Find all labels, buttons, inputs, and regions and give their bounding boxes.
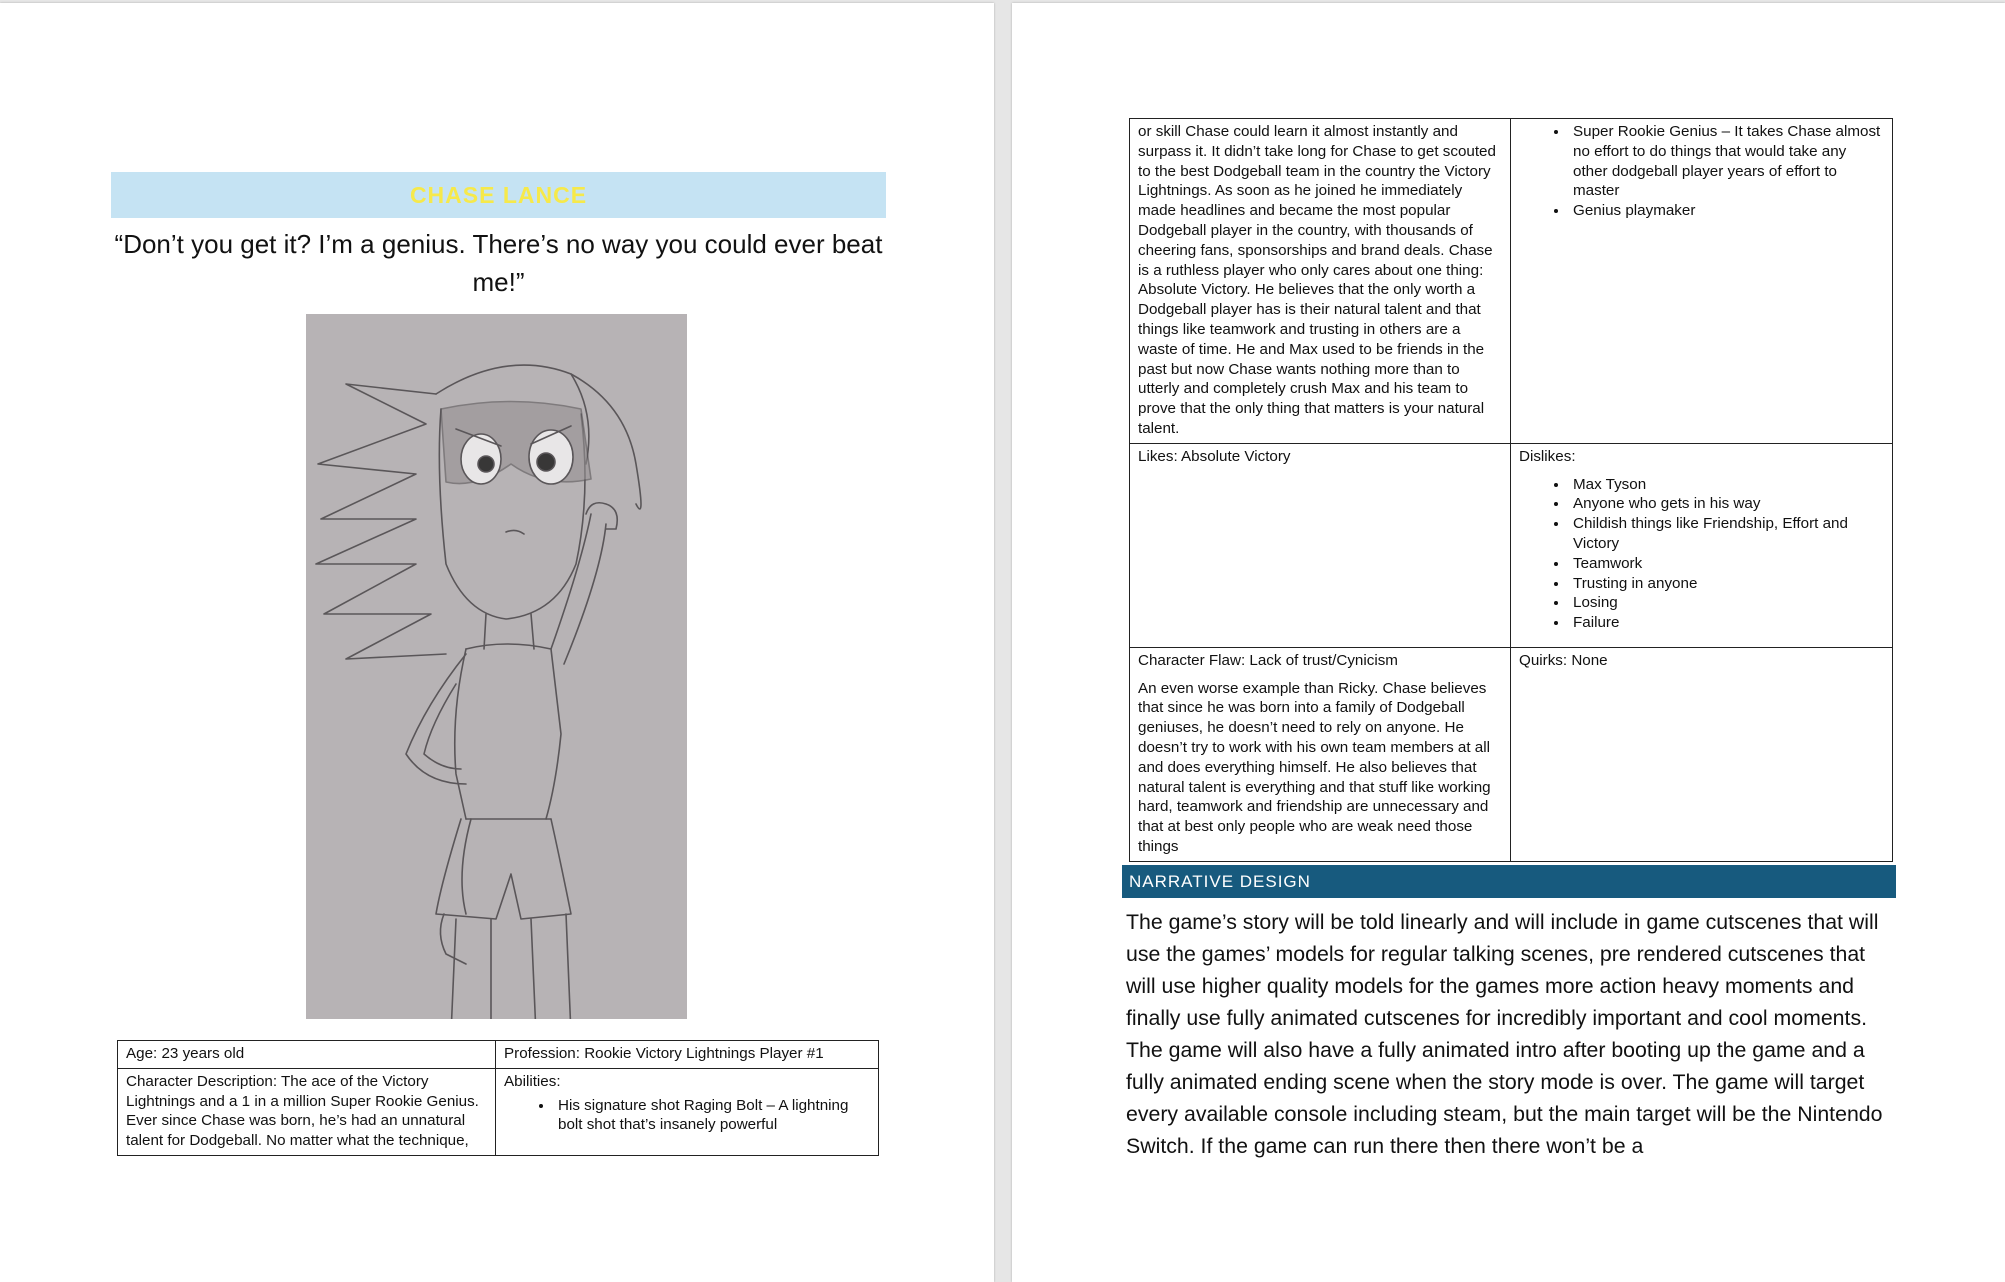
document-page-left bbox=[0, 3, 994, 1282]
list-item: • Teamwork bbox=[1569, 554, 1884, 574]
list-item: • Max Tyson bbox=[1569, 475, 1884, 495]
character-sketch-image bbox=[306, 314, 687, 1019]
character-description-continued-cell: or skill Chase could learn it almost instantly and surpass it. It didn’t take long for Chase to get scouted to the best Dodgeball team in the country the Victory Lightnings. As soon as he joined he immediately made headlines and became the most popular Dodgeball player in the country, with thousands of cheering fans, sponsorships and brand deals. Chase is a ruthless player who only cares about one thing: Absolute Victory. He believes that the only worth a Dodgeball player has is their natural talent and that things like teamwork and trusting in others are a waste of time. He and Max used to be friends in the past but now Chase wants nothing more than to utterly and completely crush Max and his team to prove that the only thing that matters is your natural talent. bbox=[1130, 119, 1511, 444]
list-item: • Failure bbox=[1569, 613, 1884, 633]
dislikes-cell bbox=[1511, 443, 1893, 647]
list-item: • Trusting in anyone bbox=[1569, 574, 1884, 594]
list-item: • Losing bbox=[1569, 593, 1884, 613]
character-flaw-label: Character Flaw: Lack of trust/Cynicism bbox=[1138, 651, 1398, 669]
likes-cell: Likes: Absolute Victory bbox=[1130, 443, 1511, 647]
character-quote: “Don’t you get it? I’m a genius. There’s no way you could ever beat me!” bbox=[114, 229, 883, 297]
character-name-heading: CHASE LANCE bbox=[111, 172, 886, 218]
character-flaw-text: An even worse example than Ricky. Chase believes that since he was born into a family of Dodgeball geniuses, he doesn’t need to rely on anyone. He doesn’t try to work with his own team members at all and does everything himself. He also believes that natural talent is everything and that stuff like working hard, teamwork and friendship are unnecessary and that at best only people who are weak need those things bbox=[1138, 679, 1491, 855]
document-page-right bbox=[1012, 3, 2005, 1282]
abilities-cell bbox=[496, 1068, 879, 1155]
narrative-paragraph: The game’s story will be told linearly and will include in game cutscenes that will use the games’ models for regular talking scenes, pre rendered cutscenes that will use higher quality models for the games more action heavy moments and finally use fully animated cutscenes for incredibly important and cool moments. The game will also have a fully animated intro after booting up the game and a fully animated ending scene when the story mode is over. The game will target every available console including steam, but the main target will be the Nintendo Switch. If the game can run there then there won’t be a bbox=[1126, 910, 1883, 1158]
list-item: • His signature shot Raging Bolt – A lightning bolt shot that’s insanely powerful bbox=[554, 1096, 870, 1136]
list-item: • Childish things like Friendship, Effort and Victory bbox=[1569, 514, 1884, 554]
dislikes-list bbox=[1519, 475, 1884, 633]
list-item: • Super Rookie Genius – It takes Chase almost no effort to do things that would take any other dodgeball player years of effort to master bbox=[1569, 122, 1884, 201]
character-description-cell: Character Description: The ace of the Victory Lightnings and a 1 in a million Super Rookie Genius. Ever since Chase was born, he’s had an unnatural talent for Dodgeball. No matter what the technique, bbox=[118, 1068, 496, 1155]
abilities-list bbox=[504, 1096, 870, 1136]
list-item: • Anyone who gets in his way bbox=[1569, 494, 1884, 514]
age-cell: Age: 23 years old bbox=[118, 1041, 496, 1069]
abilities-continued-cell bbox=[1511, 119, 1893, 444]
abilities-label: Abilities: bbox=[504, 1072, 561, 1090]
dislikes-label: Dislikes: bbox=[1519, 447, 1576, 465]
character-flaw-cell bbox=[1130, 647, 1511, 861]
list-item: • Genius playmaker bbox=[1569, 201, 1884, 221]
abilities-continued-list bbox=[1519, 122, 1884, 221]
character-profile-table-part1 bbox=[117, 1040, 879, 1156]
profession-cell: Profession: Rookie Victory Lightnings Player #1 bbox=[496, 1041, 879, 1069]
section-heading-narrative-design: NARRATIVE DESIGN bbox=[1122, 865, 1896, 898]
character-profile-table-part2 bbox=[1129, 118, 1893, 862]
quirks-cell: Quirks: None bbox=[1511, 647, 1893, 861]
